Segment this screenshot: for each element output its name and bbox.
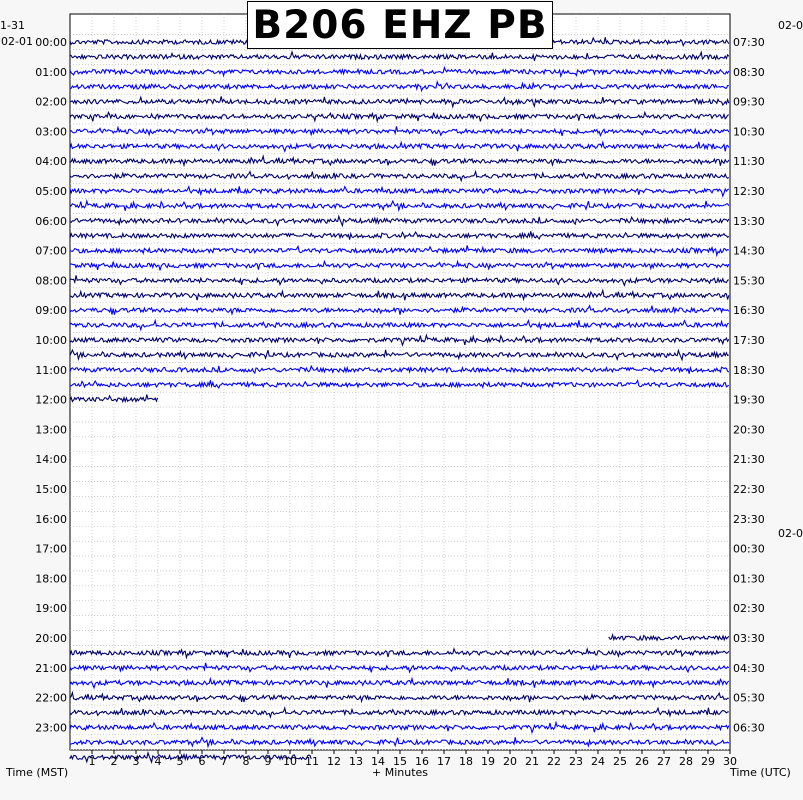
left-axis-label: Time (MST) [6, 766, 69, 779]
left-hour-label: 04:00 [35, 155, 67, 169]
left-hour-label: 09:00 [35, 304, 67, 318]
right-hour-label: 23:30 [733, 512, 765, 526]
right-hour-label: 08:30 [733, 65, 765, 79]
x-tick-label: 15 [393, 755, 407, 768]
right-hour-label: 22:30 [733, 483, 765, 496]
right-hour-label: 21:30 [733, 453, 765, 467]
left-hour-label: 19:00 [35, 602, 67, 616]
x-tick-label: 28 [679, 755, 693, 768]
right-hour-label: 03:30 [733, 632, 765, 645]
right-hour-label: 11:30 [733, 155, 765, 169]
left-hour-label: 11:00 [35, 363, 67, 377]
right-hour-label: 01:30 [733, 572, 765, 586]
right-hour-label: 00:30 [733, 542, 765, 556]
left-hour-label: 14:00 [35, 453, 67, 467]
x-tick-label: 3 [132, 755, 140, 768]
right-hour-label: 07:30 [733, 36, 765, 49]
right-hour-label: 06:30 [733, 721, 765, 735]
left-hour-label: 08:00 [35, 274, 67, 288]
x-tick-label: 7 [220, 755, 228, 768]
x-tick-label: 23 [569, 755, 583, 768]
x-tick-label: 10 [283, 755, 297, 768]
x-tick-label: 17 [437, 755, 451, 768]
x-tick-label: 16 [415, 755, 429, 768]
x-tick-label: 5 [176, 755, 184, 768]
left-hour-label: 02:00 [35, 95, 67, 109]
trace-row-48 [70, 753, 311, 762]
x-tick-label: 27 [657, 755, 671, 768]
right-hour-label: 19:30 [733, 393, 765, 407]
right-axis-label: Time (UTC) [730, 766, 791, 779]
right-hour-label: 20:30 [733, 423, 765, 437]
right-mid-date: 02-0 [778, 527, 803, 540]
x-tick-label: 22 [547, 755, 561, 768]
left-hour-label: 03:00 [35, 125, 67, 139]
x-tick-label: 12 [327, 755, 341, 768]
x-tick-label: 13 [349, 755, 363, 768]
x-tick-label: 1 [88, 755, 96, 768]
right-hour-label: 16:30 [733, 304, 765, 318]
x-tick-label: 9 [264, 755, 272, 768]
x-tick-label: 8 [242, 755, 250, 768]
left-hour-label: 20:00 [35, 632, 67, 645]
left-top-date: 1-31 [0, 19, 25, 32]
x-tick-label: 20 [503, 755, 517, 768]
left-hour-label: 12:00 [35, 393, 67, 407]
right-hour-label: 14:30 [733, 244, 765, 258]
left-hour-label: 23:00 [35, 721, 67, 735]
left-hour-label: 16:00 [35, 512, 67, 526]
left-hour-label: 07:00 [35, 244, 67, 258]
right-hour-label: 04:30 [733, 661, 765, 675]
right-hour-label: 15:30 [733, 274, 765, 288]
right-hour-label: 02:30 [733, 602, 765, 616]
x-tick-label: 2 [110, 755, 118, 768]
left-hour-label: 10:00 [35, 334, 67, 347]
right-hour-label: 12:30 [733, 185, 765, 198]
x-tick-label: 18 [459, 755, 473, 768]
left-hour-label: 01:00 [35, 65, 67, 79]
chart-title: B206 EHZ PB [252, 2, 548, 48]
left-hour-label: 22:00 [35, 691, 67, 705]
left-hour-label: 15:00 [35, 483, 67, 496]
x-tick-label: 30 [723, 755, 737, 768]
left-hour-label: 13:00 [35, 423, 67, 437]
x-tick-label: 29 [701, 755, 715, 768]
right-hour-label: 09:30 [733, 95, 765, 109]
right-hour-label: 17:30 [733, 334, 765, 347]
x-tick-label: 11 [305, 755, 319, 768]
right-top-date: 02-0 [778, 19, 803, 32]
x-tick-label: 19 [481, 755, 495, 768]
x-tick-label: 4 [154, 755, 162, 768]
x-tick-label: 14 [371, 755, 385, 768]
x-tick-label: 25 [613, 755, 627, 768]
left-hour-label: 05:00 [35, 185, 67, 198]
left-hour-label: 06:00 [35, 214, 67, 228]
x-tick-label: 26 [635, 755, 649, 768]
left-hour-label: 17:00 [35, 542, 67, 556]
right-hour-label: 10:30 [733, 125, 765, 139]
x-axis-label: + Minutes [372, 766, 429, 779]
x-tick-label: 6 [198, 755, 206, 768]
x-tick-label: 24 [591, 755, 605, 768]
chart-title-box [247, 1, 553, 49]
right-hour-label: 13:30 [733, 214, 765, 228]
left-row0-date: 02-01 [1, 35, 33, 48]
x-tick-label: 21 [525, 755, 539, 768]
left-hour-label: 21:00 [35, 661, 67, 675]
right-hour-label: 05:30 [733, 691, 765, 705]
left-hour-label: 00:00 [35, 36, 67, 49]
left-hour-label: 18:00 [35, 572, 67, 586]
plot-area [70, 14, 730, 750]
right-hour-label: 18:30 [733, 363, 765, 377]
